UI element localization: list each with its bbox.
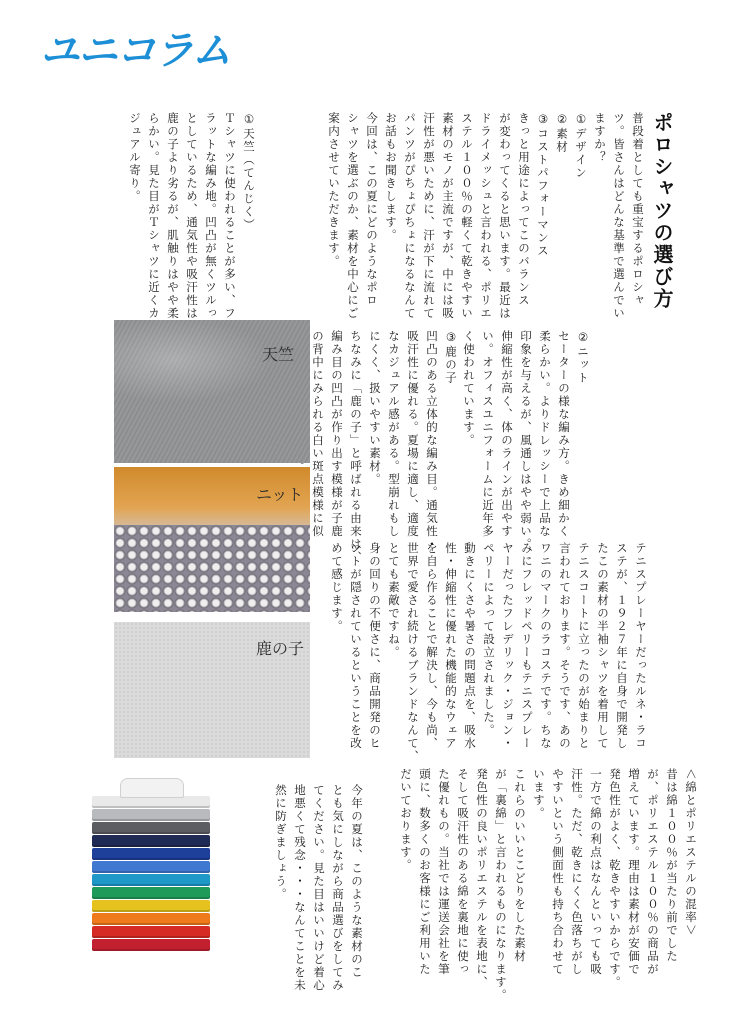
tenjiku-line: ジュアル寄り。 (128, 112, 142, 203)
folded-shirt (92, 861, 210, 873)
knit-line: く使われています。 (462, 330, 476, 447)
kanoko-line: の背中にみられる白い斑点模様に似 (311, 330, 325, 538)
blend-line: 頭に、数多くのお客様にご利用いた (418, 768, 432, 976)
lacoste-line: テニスコートに立ったのが始まりと (577, 542, 591, 750)
intro-line: 案内させていただきます。 (327, 112, 341, 268)
intro-line: お話もお聞きします。 (384, 112, 398, 242)
blend-line: ＜綿とポリエステルの混率＞ (684, 768, 698, 937)
folded-shirt (92, 887, 210, 899)
tenjiku-line: らかい。見た目がＴシャツに近くカ (147, 112, 161, 320)
tenjiku-photo-label: 天竺 (262, 345, 295, 364)
folded-shirt (92, 874, 210, 886)
tenjiku-line: ラットな編み地。凹凸が無くツルっ (204, 112, 218, 320)
closing-line: とも気にしながら商品選びをしてみ (331, 784, 345, 992)
intro-line: 素材のモノが主流ですが、中には吸 (441, 112, 455, 320)
blend-ratio-section (396, 768, 700, 1002)
folded-shirt (92, 822, 210, 834)
kanoko-line: 吸汗性に優れる。夏場に適し、適度 (406, 330, 420, 538)
lacoste-story (327, 542, 650, 763)
brand-logo: ユニコラム (40, 28, 230, 74)
folded-shirt (92, 848, 210, 860)
intro-line: 汗性が悪いために、汗が下に流れて (422, 112, 436, 320)
kanoko-line: ちなみに「鹿の子」と呼ばれる由来は、 (349, 330, 363, 564)
closing-remarks (271, 784, 366, 992)
lacoste-line: たこの素材の半袖シャツを着用して (596, 542, 610, 750)
lacoste-line: テニスプレーヤーだったルネ・ラコ (634, 542, 648, 750)
kanoko-photo-label: 鹿の子 (256, 639, 305, 658)
blend-line: が、ポリエステル１００％の商品が (646, 768, 660, 976)
folded-shirt (92, 939, 210, 951)
folded-shirt (92, 809, 210, 821)
blend-line: た優れもの。当社では運送会社を筆 (437, 768, 451, 976)
tenjiku-description (125, 112, 258, 320)
blend-line: これらのいいとこどりをした素材 (513, 768, 527, 963)
lacoste-line: みにフレッドペリーもテニスプレー (520, 542, 534, 750)
intro-line: が変わってくると思います。最近は (498, 112, 512, 320)
kanoko-line: なカジュアル感がある。型崩れもし (387, 330, 401, 538)
knit-line: 柔らかい。よりドレッシーで上品な (538, 330, 552, 538)
lacoste-line: ステが、１９２７年に自身で開発し (615, 542, 629, 750)
tenjiku-line: 鹿の子より劣るが、肌触りはやや柔 (166, 112, 180, 320)
knit-line: い。オフィスユニフォームに近年多 (481, 330, 495, 538)
folded-shirt (92, 835, 210, 847)
intro-line: 普段着としても重宝するポロシャ (631, 112, 645, 307)
blend-line: が「裏綿」と言われるものになります。 (494, 768, 508, 1002)
kanoko-line: 凹凸のある立体的な編み目。通気性・ (425, 330, 439, 551)
kanoko-line: 編み目の凹凸が作り出す模様が子鹿 (330, 330, 344, 538)
folded-shirt (92, 913, 210, 925)
intro-line: ②素材 (555, 112, 569, 154)
lacoste-line: ントが隠されているということを改 (349, 542, 363, 750)
blend-line: 汗性。ただ、乾きにくく色落ちがし (570, 768, 584, 976)
lacoste-line: 動きにくさや暑さの問題点を、吸水 (463, 542, 477, 750)
lacoste-line: ペリーによって設立されました。 (482, 542, 496, 737)
closing-line: 然に防ぎましょう。 (274, 784, 288, 901)
kanoko-description (289, 330, 460, 564)
folded-polo-shirts-photo (80, 776, 222, 964)
blend-line: 昔は綿１００％が当たり前でした (665, 768, 679, 963)
page-title: ポロシャツの選び方 (650, 112, 674, 310)
folded-shirt (92, 900, 210, 912)
intro-line: ③コストパフォーマンス (536, 112, 550, 258)
blend-line: だいております。 (399, 768, 413, 872)
knit-line: ②ニット (576, 330, 590, 385)
tenjiku-line: としているため、通気性や吸汗性は (185, 112, 199, 320)
intro-line: ①デザイン (574, 112, 588, 180)
lacoste-line: とても素敵ですね。 (387, 542, 401, 659)
intro-line: ドライメッシュと言われる、ポリエ (479, 112, 493, 320)
intro-line: ツ。皆さんはどんな基準で選んでい (612, 112, 626, 320)
blend-line: やすいという側面性も持ち合わせて (551, 768, 565, 976)
lacoste-line: めて感じます。 (330, 542, 344, 633)
lacoste-line: 身の回りの不便さに、商品開発のヒ (368, 542, 382, 750)
lacoste-line: ワニのマークのラコステです。ちな (539, 542, 553, 750)
closing-line: 今年の夏は、このような素材のこ (350, 784, 364, 979)
kanoko-line: にくく、扱いやすい素材。 (368, 330, 382, 486)
lacoste-line: 性・伸縮性に優れた機能的なウェア (444, 542, 458, 750)
closing-line: 地悪くて残念・・・なんてことを未 (293, 784, 307, 992)
intro-line: パンツがぴちょぴちょになるなんて (403, 112, 417, 320)
kanoko-line: ③鹿の子 (444, 330, 458, 385)
lacoste-line: 世界で愛され続けるブランドなんて、 (406, 542, 420, 763)
knit-photo-label: ニット (256, 485, 304, 504)
intro-line: ますか？ (593, 112, 607, 164)
closing-line: てください。見た目はいいけど着心 (312, 784, 326, 992)
lacoste-line: を自ら作ることで解決し、今も尚、 (425, 542, 439, 750)
knit-line: 伸縮性が高く、体のラインが出やす (500, 330, 514, 538)
blend-line: 発色性の良いポリエステルを表地に、 (475, 768, 489, 989)
knit-line: セーターの様な編み方。きめ細かく (557, 330, 571, 538)
blend-line: 一方で綿の利点はなんといっても吸 (589, 768, 603, 976)
blend-line: 増えています。理由は素材が安価で (627, 768, 641, 976)
intro-line: シャツを選ぶのか、素材を中心にご (346, 112, 360, 320)
lacoste-line: ヤーだったフレデリック・ジョン・ (501, 542, 515, 750)
lacoste-line: 言われております。そうです、あの (558, 542, 572, 750)
folded-shirt (92, 926, 210, 938)
knit-description (459, 330, 592, 551)
intro-column (324, 112, 647, 320)
shirt-collar (120, 778, 184, 798)
blend-line: います。 (532, 768, 546, 820)
intro-line: 今回は、この夏にどのようなポロ (365, 112, 379, 307)
intro-line: ステル１００％の軽くて乾きやすい (460, 112, 474, 320)
tenjiku-line: ①天竺（てんじく） (242, 112, 256, 232)
tenjiku-line: Ｔシャツに使われることが多い、フ (223, 112, 237, 320)
blend-line: そして吸汗性のある綿を裏地に使っ (456, 768, 470, 976)
knit-texture (114, 525, 310, 612)
knit-line: 印象を与えるが、風通しはやや弱い。 (519, 330, 533, 551)
blend-line: 発色性がよく、乾きやすいからです。 (608, 768, 622, 989)
intro-line: きっと用途によってこのバランス (517, 112, 531, 307)
